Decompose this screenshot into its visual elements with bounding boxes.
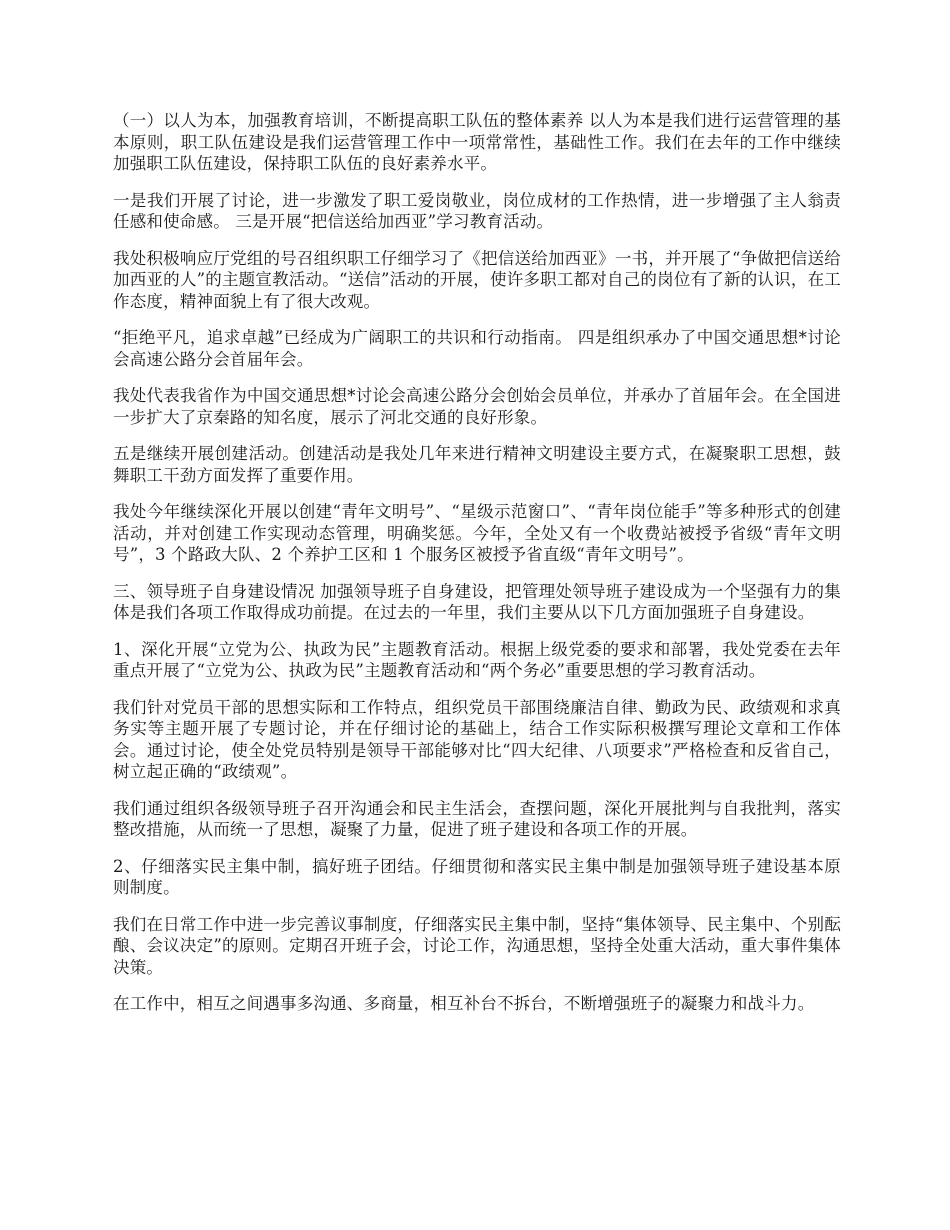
paragraph-13: 我们在日常工作中进一步完善议事制度，仔细落实民主集中制，坚持“集体领导、民主集中、个别酝酿、会议决定”的原则。定期召开班子会，讨论工作，沟通思想，坚持全处重大活动，重大事件集体决策。 bbox=[113, 914, 841, 977]
paragraph-11: 我们通过组织各级领导班子召开沟通会和民主生活会，查摆问题，深化开展批判与自我批判，落实整改措施，从而统一了思想，凝聚了力量，促进了班子建设和各项工作的开展。 bbox=[113, 798, 841, 839]
paragraph-9: 1、深化开展“立党为公、执政为民”主题教育活动。根据上级党委的要求和部署，我处党委在去年重点开展了“立党为公、执政为民”主题教育活动和“两个务必”重要思想的学习教育活动。 bbox=[113, 639, 841, 680]
paragraph-2: 一是我们开展了讨论，进一步激发了职工爱岗敬业，岗位成材的工作热情，进一步增强了主人翁责任感和使命感。 三是开展“把信送给加西亚”学习教育活动。 bbox=[113, 190, 841, 231]
paragraph-7: 我处今年继续深化开展以创建“青年文明号”、“星级示范窗口”、“青年岗位能手”等多种形式的创建活动，并对创建工作实现动态管理，明确奖惩。今年，全处又有一个收费站被授予省级“青年文明号”，3 个路政大队、2 个养护工区和 1 个服务区被授予省直级“青年文明号”。 bbox=[113, 502, 841, 564]
paragraph-10: 我们针对党员干部的思想实际和工作特点，组织党员干部围绕廉洁自律、勤政为民、政绩观和求真务实等主题开展了专题讨论，并在仔细讨论的基础上，结合工作实际积极撰写理论文章和工作体会。通过讨论，使全处党员特别是领导干部能够对比“四大纪律、八项要求”严格检查和反省自己，树立起正确的“政绩观”。 bbox=[113, 697, 841, 781]
paragraph-6: 五是继续开展创建活动。创建活动是我处几年来进行精神文明建设主要方式，在凝聚职工思想，鼓舞职工干劲方面发挥了重要作用。 bbox=[113, 444, 841, 485]
paragraph-3: 我处积极响应厅党组的号召组织职工仔细学习了《把信送给加西亚》一书，并开展了“争做把信送给加西亚的人”的主题宣教活动。“送信”活动的开展，使许多职工都对自己的岗位有了新的认识，在工作态度，精神面貌上有了很大改观。 bbox=[113, 248, 841, 311]
paragraph-8: 三、领导班子自身建设情况 加强领导班子自身建设，把管理处领导班子建设成为一个坚强有力的集体是我们各项工作取得成功前提。在过去的一年里，我们主要从以下几方面加强班子自身建设。 bbox=[113, 581, 841, 622]
paragraph-4: “拒绝平凡，追求卓越”已经成为广阔职工的共识和行动指南。 四是组织承办了中国交通思想*讨论会高速公路分会首届年会。 bbox=[113, 328, 841, 369]
paragraph-5: 我处代表我省作为中国交通思想*讨论会高速公路分会创始会员单位，并承办了首届年会。在全国进一步扩大了京秦路的知名度，展示了河北交通的良好形象。 bbox=[113, 386, 841, 427]
paragraph-1: （一）以人为本，加强教育培训，不断提高职工队伍的整体素养 以人为本是我们进行运营管理的基本原则，职工队伍建设是我们运营管理工作中一项常常性，基础性工作。我们在去年的工作中继续加强职工队伍建设，保持职工队伍的良好素养水平。 bbox=[113, 111, 841, 173]
paragraph-12: 2、仔细落实民主集中制，搞好班子团结。仔细贯彻和落实民主集中制是加强领导班子建设基本原则制度。 bbox=[113, 856, 841, 897]
paragraph-14: 在工作中，相互之间遇事多沟通、多商量，相互补台不拆台，不断增强班子的凝聚力和战斗力。 bbox=[113, 994, 815, 1013]
document-page bbox=[113, 110, 841, 1030]
